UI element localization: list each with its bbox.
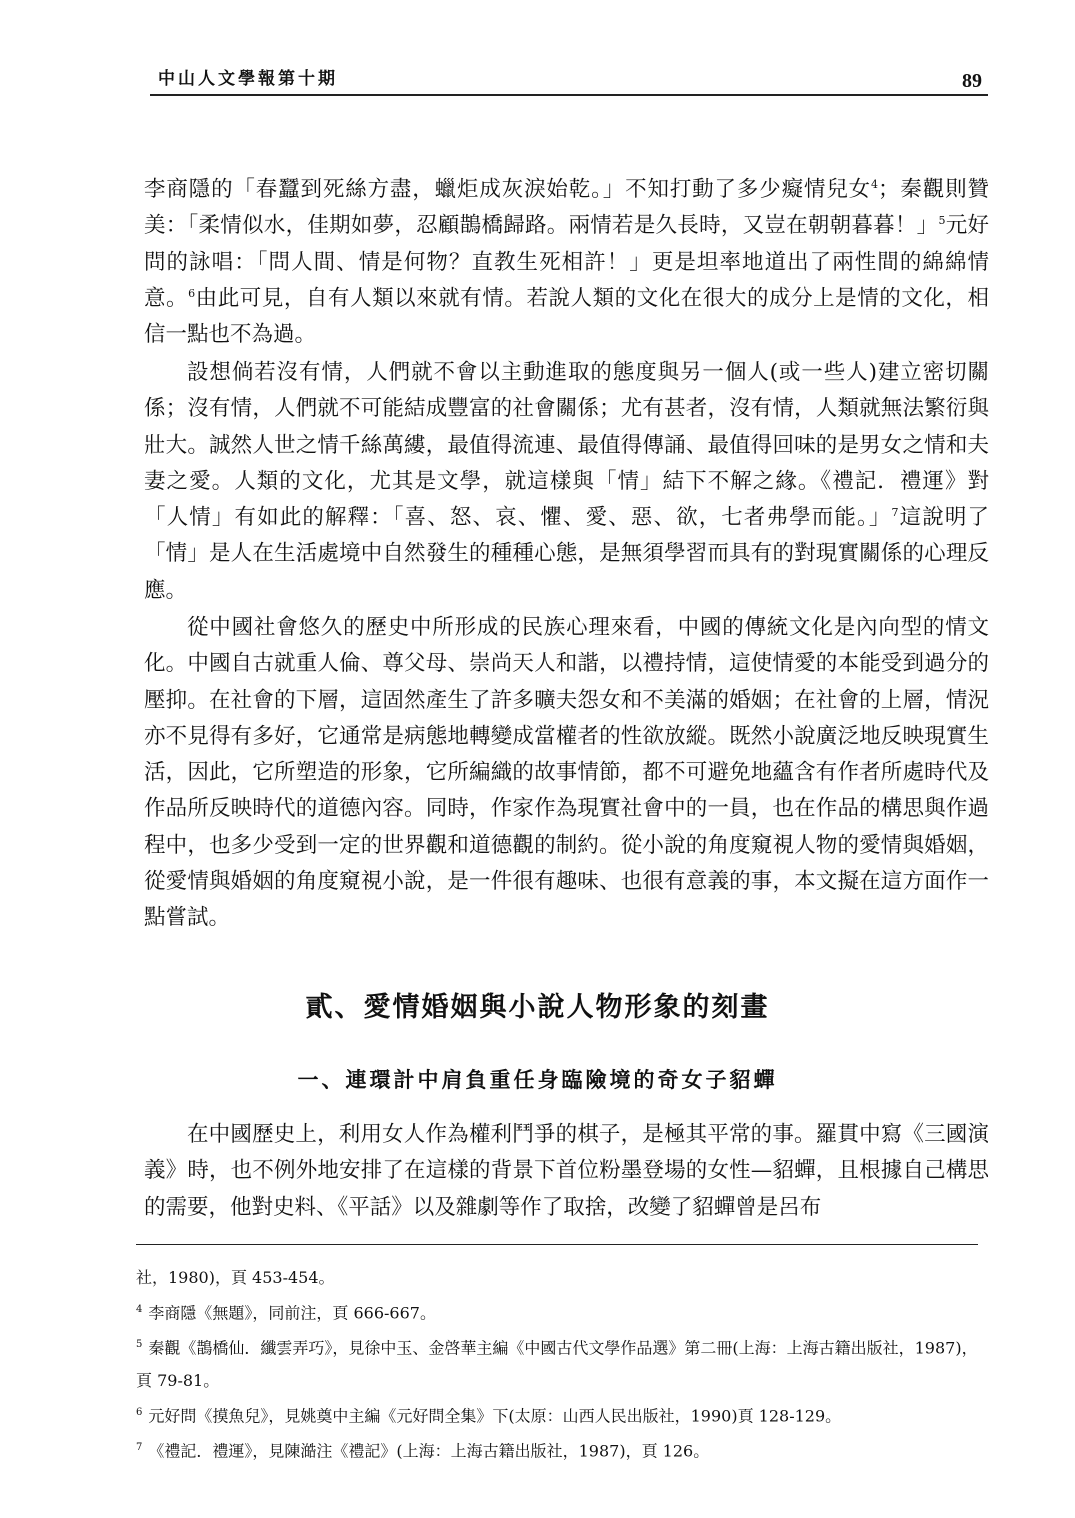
- paragraph-text: 李商隱的「春蠶到死絲方盡，蠟炬成灰淚始乾。」不知打動了多少癡情兒女: [144, 177, 872, 202]
- footnote-mark: 4: [136, 1304, 143, 1315]
- footnote-ref: 5: [938, 214, 946, 228]
- footnote-item: [136, 1432, 986, 1467]
- footnote-ref: 4: [871, 177, 879, 191]
- paragraph-text: 這說明了「情」是人在生活處境中自然發生的種種心態，是無須學習而具有的對現實關係的心理反應。: [144, 505, 989, 603]
- footnote-text: 秦觀《鵲橋仙．纖雲弄巧》，見徐中玉、金啓華主編《中國古代文學作品選》第二冊(上海：上海古籍出版社，1987)，頁 79-81。: [136, 1338, 978, 1390]
- body-paragraph-2: [144, 355, 989, 609]
- footnote-mark: 7: [136, 1441, 143, 1453]
- footnote-mark: 6: [136, 1406, 143, 1418]
- header-rule: [150, 94, 988, 96]
- footnotes: [136, 1262, 986, 1467]
- running-header: [150, 62, 988, 102]
- footnote-item: [136, 1329, 986, 1396]
- footnote-ref: 6: [188, 286, 196, 300]
- footnote-list: [136, 1294, 986, 1467]
- paragraph-text: 從中國社會悠久的歷史中所形成的民族心理來看，中國的傳統文化是內向型的情文化。中國自古就重人倫、尊父母、崇尚天人和諧，以禮持情，這使情愛的本能受到過分的壓抑。在社會的下層，這固然產生了許多曠夫怨女和不美滿的婚姻；在社會的上層，情況亦不見得有多好，它通常是病態地轉變成當權者的性欲放縱。既然小說廣泛地反映現實生活，因此，它所塑造的形象，它所編織的故事情節，都不可避免地蘊含有作者所處時代及作品所反映時代的道德內容。同時，作家作為現實社會中的一員，也在作品的構思與作過程中，也多少受到一定的世界觀和道德觀的制約。從小說的角度窺視人物的愛情與婚姻，從愛情與婚姻的角度窺視小說，是一件很有趣味、也很有意義的事，本文擬在這方面作一點嘗試。: [144, 615, 989, 931]
- body-paragraph-4: 在中國歷史上，利用女人作為權利鬥爭的棋子，是極其平常的事。羅貫中寫《三國演義》時，也不例外地安排了在這樣的背景下首位粉墨登場的女性—貂蟬，且根據自己構思的需要，他對史料、《平話》以及雜劇等作了取捨，改變了貂蟬曾是呂布: [144, 1122, 989, 1220]
- paragraph-text: 設想倘若沒有情，人們就不會以主動進取的態度與另一個人(或一些人)建立密切關係；沒有情，人們就不可能結成豐富的社會關係；尤有甚者，沒有情，人類就無法繁衍與壯大。誠然人世之情千絲萬縷，最值得流連、最值得傳誦、最值得回味的是男女之情和夫妻之愛。人類的文化，尤其是文學，就這樣與「情」結下不解之緣。《禮記．禮運》對「人情」有如此的解釋：「喜、怒、哀、懼、愛、惡、欲，七者弗學而能。」: [144, 360, 989, 531]
- footnote-item: [136, 1294, 986, 1329]
- page-number: 89: [962, 70, 982, 92]
- section-title: 貳、愛情婚姻與小說人物形象的刻畫: [305, 992, 770, 1023]
- body-paragraph-1: [144, 172, 989, 353]
- paragraph-text: 由此可見，自有人類以來就有情。若說人類的文化在很大的成分上是情的文化，相信一點也不為過。: [144, 285, 989, 348]
- paragraph-text: ；秦觀則贊美：「柔情似水，佳期如夢，忍顧鵲橋歸路。兩情若是久長時，又豈在朝朝暮暮！」: [144, 177, 989, 239]
- footnote-text: 《禮記．禮運》，見陳澔注《禮記》(上海：上海古籍出版社，1987)，頁 126。: [148, 1441, 710, 1461]
- paragraph-text: 元好問的詠唱：「問人間、情是何物？直教生死相許！」更是坦率地道出了兩性間的綿綿情意。: [144, 213, 989, 311]
- body-paragraph-3: [144, 610, 989, 937]
- footnote-item: [136, 1397, 986, 1432]
- footnote-continuation: 社，1980)，頁 453-454。: [136, 1268, 335, 1287]
- footnote-ref: 7: [891, 506, 899, 520]
- footnote-text: 元好問《摸魚兒》，見姚奠中主編《元好問全集》下(太原：山西人民出版社，1990)頁 128-129。: [148, 1405, 842, 1425]
- journal-title: 中山人文學報第十期: [158, 69, 338, 89]
- footnote-mark: 5: [136, 1339, 143, 1351]
- footnote-text: 李商隱《無題》，同前注，頁 666-667。: [148, 1303, 436, 1323]
- footnote-rule: [136, 1244, 978, 1245]
- subsection-title: 一、連環計中肩負重任身臨險境的奇女子貂蟬: [297, 1068, 778, 1092]
